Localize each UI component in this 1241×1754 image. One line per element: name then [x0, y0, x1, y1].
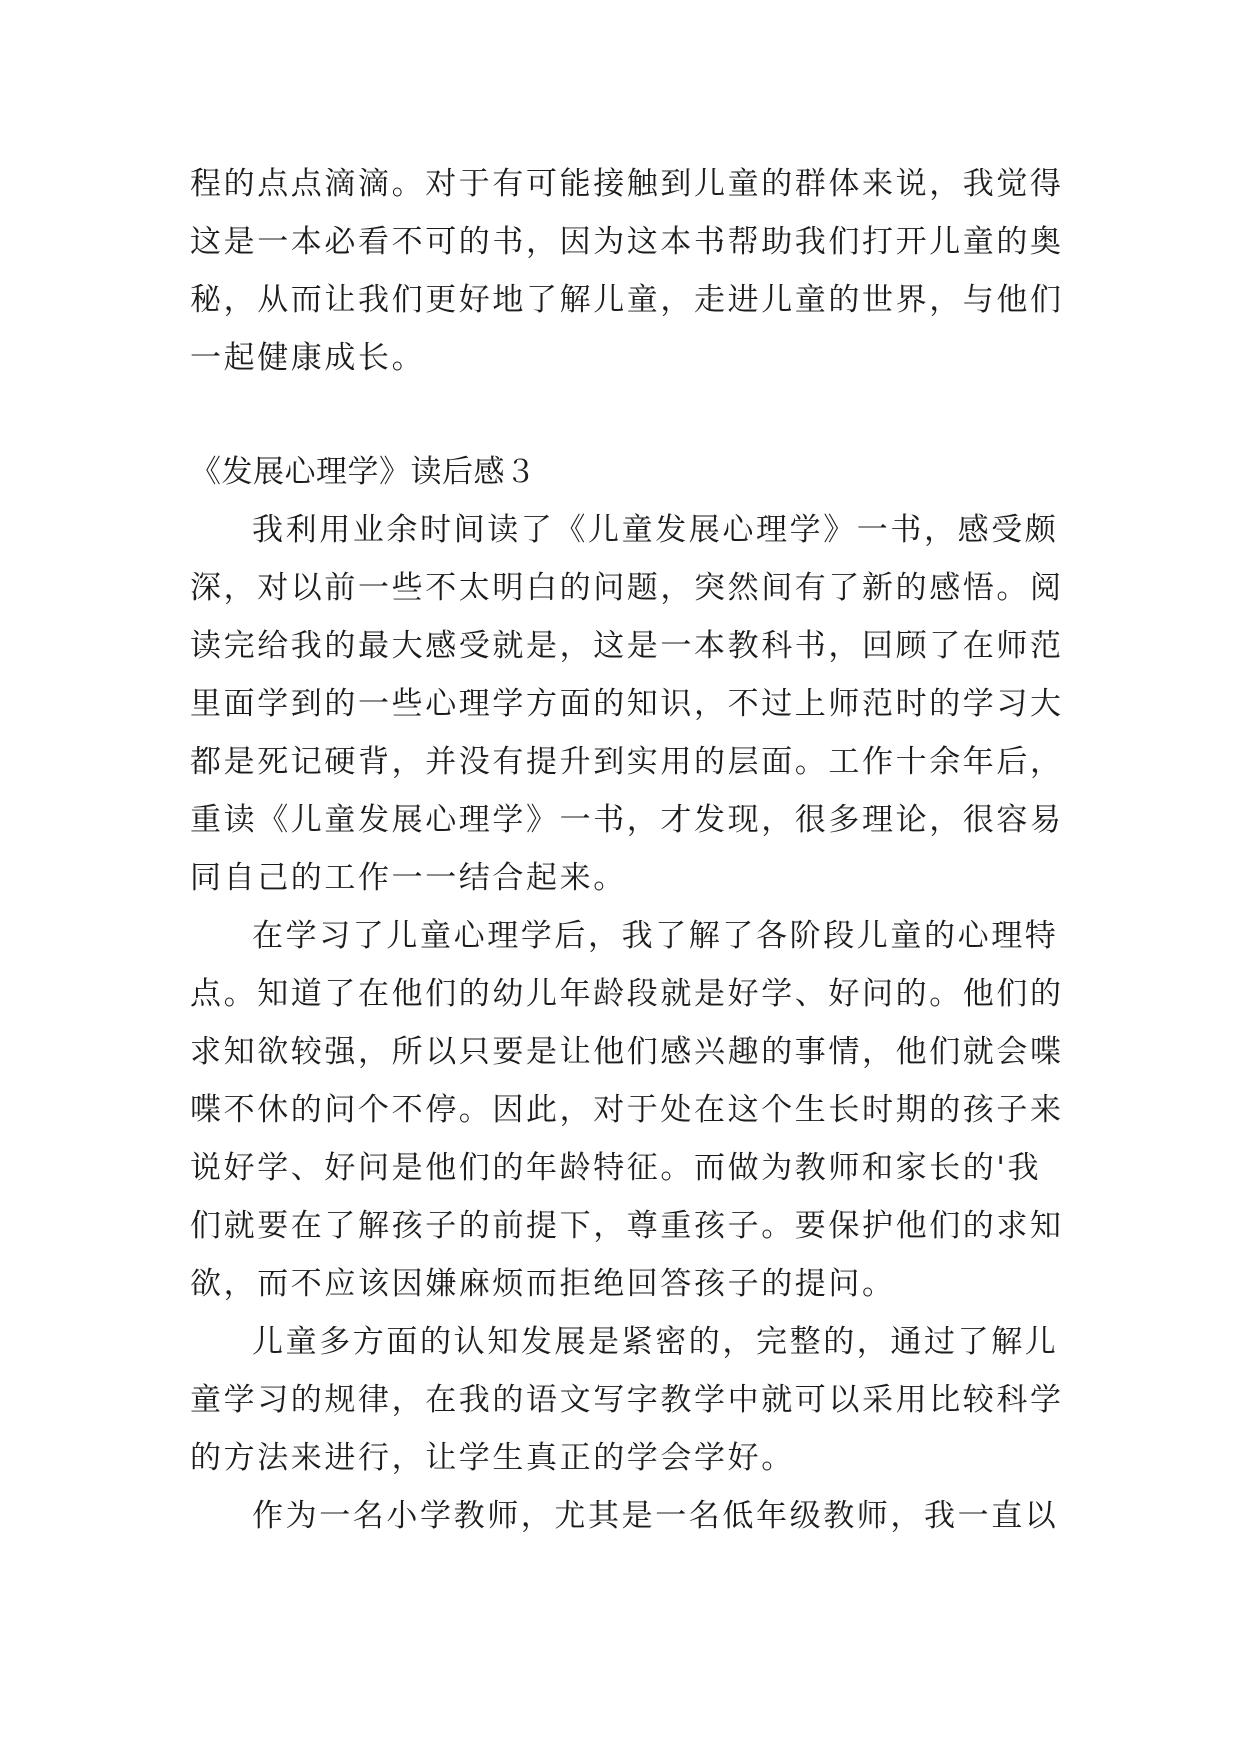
- text-line: 秘，从而让我们更好地了解儿童，走进儿童的世界，与他们: [190, 282, 1064, 318]
- text-line: 这是一本必看不可的书，因为这本书帮助我们打开儿童的奥: [190, 224, 1064, 260]
- paragraph-line: 欲，而不应该因嫌麻烦而拒绝回答孩子的提问。: [190, 1266, 896, 1302]
- text-line: 程的点点滴滴。对于有可能接触到儿童的群体来说，我觉得: [190, 166, 1064, 202]
- paragraph-line: 同自己的工作一一结合起来。: [190, 860, 627, 896]
- paragraph-line: 喋不休的问个不停。因此，对于处在这个生长时期的孩子来: [190, 1092, 1064, 1128]
- paragraph-line: 读完给我的最大感受就是，这是一本教科书，回顾了在师范: [190, 628, 1064, 664]
- paragraph-line: 我利用业余时间读了《儿童发展心理学》一书，感受颇: [252, 512, 1059, 548]
- paragraph-line: 作为一名小学教师，尤其是一名低年级教师，我一直以: [252, 1498, 1059, 1534]
- paragraph-line: 们就要在了解孩子的前提下，尊重孩子。要保护他们的求知: [190, 1208, 1064, 1244]
- paragraph-line: 求知欲较强，所以只要是让他们感兴趣的事情，他们就会喋: [190, 1034, 1064, 1070]
- paragraph-line: 点。知道了在他们的幼儿年龄段就是好学、好问的。他们的: [190, 976, 1064, 1012]
- paragraph-line: 都是死记硬背，并没有提升到实用的层面。工作十余年后，: [190, 744, 1064, 780]
- paragraph-line: 的方法来进行，让学生真正的学会学好。: [190, 1440, 795, 1476]
- paragraph-line: 儿童多方面的认知发展是紧密的，完整的，通过了解儿: [252, 1324, 1059, 1360]
- paragraph-line: 里面学到的一些心理学方面的知识，不过上师范时的学习大: [190, 686, 1064, 722]
- paragraph-line: 童学习的规律，在我的语文写字教学中就可以采用比较科学: [190, 1382, 1064, 1418]
- section-title: 《发展心理学》读后感３: [190, 454, 537, 490]
- text-line: 一起健康成长。: [190, 340, 426, 376]
- paragraph-line: 重读《儿童发展心理学》一书，才发现，很多理论，很容易: [190, 802, 1064, 838]
- paragraph-line: 在学习了儿童心理学后，我了解了各阶段儿童的心理特: [252, 918, 1059, 954]
- paragraph-line: 深，对以前一些不太明白的问题，突然间有了新的感悟。阅: [190, 570, 1064, 606]
- paragraph-line: 说好学、好问是他们的年龄特征。而做为教师和家长的'我: [190, 1150, 1042, 1186]
